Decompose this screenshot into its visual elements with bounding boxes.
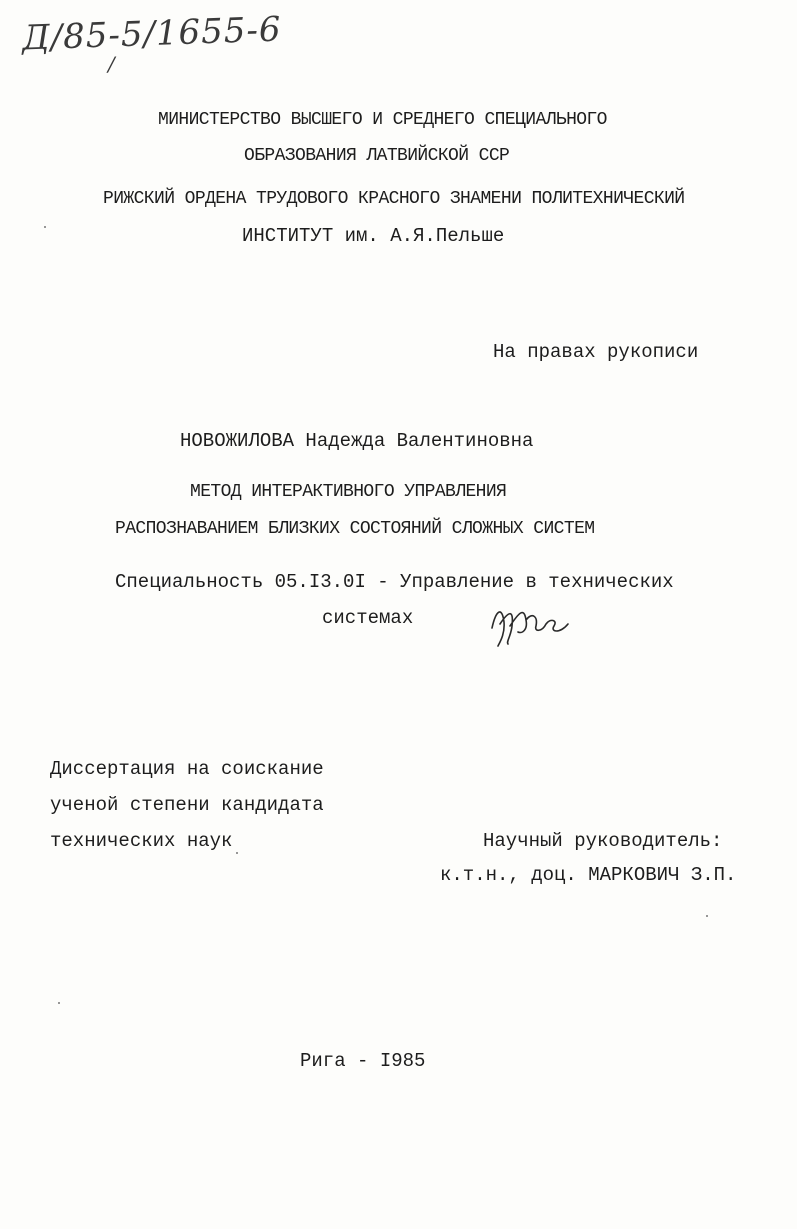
institute-line-1: РИЖСКИЙ ОРДЕНА ТРУДОВОГО КРАСНОГО ЗНАМЕНИ ПОЛИТЕХНИЧЕСКИЙ xyxy=(103,189,685,209)
scan-speck xyxy=(44,226,46,228)
ministry-line-2: ОБРАЗОВАНИЯ ЛАТВИЙСКОЙ ССР xyxy=(244,146,510,166)
supervisor-label: Научный руководитель: xyxy=(483,830,723,852)
ministry-line-1: МИНИСТЕРСТВО ВЫСШЕГО И СРЕДНЕГО СПЕЦИАЛЬНОГО xyxy=(158,110,607,130)
dissertation-line-2: ученой степени кандидата xyxy=(50,794,324,816)
place-and-year: Рига - I985 xyxy=(300,1050,426,1072)
dissertation-line-3: технических наук xyxy=(50,830,233,852)
scan-speck xyxy=(58,1002,60,1004)
scan-speck xyxy=(236,852,238,854)
dissertation-line-1: Диссертация на соискание xyxy=(50,758,324,780)
author-name: НОВОЖИЛОВА Надежда Валентиновна xyxy=(180,430,534,452)
archive-handwritten-note: Д/85-5/1655-6 xyxy=(21,9,283,59)
supervisor-name: к.т.н., доц. МАРКОВИЧ З.П. xyxy=(440,864,737,886)
scan-speck xyxy=(706,915,708,917)
thesis-title-line-2: РАСПОЗНАВАНИЕМ БЛИЗКИХ СОСТОЯНИЙ СЛОЖНЫХ СИСТЕМ xyxy=(115,519,595,539)
handwritten-mark: / xyxy=(108,52,115,76)
specialty-line-1: Специальность 05.I3.0I - Управление в технических xyxy=(115,571,674,593)
manuscript-rights-note: На правах рукописи xyxy=(493,341,699,363)
institute-line-2: ИНСТИТУТ им. А.Я.Пельше xyxy=(242,225,505,247)
thesis-title-line-1: МЕТОД ИНТЕРАКТИВНОГО УПРАВЛЕНИЯ xyxy=(190,482,507,502)
signature xyxy=(488,598,572,650)
specialty-line-2: системах xyxy=(322,607,414,629)
